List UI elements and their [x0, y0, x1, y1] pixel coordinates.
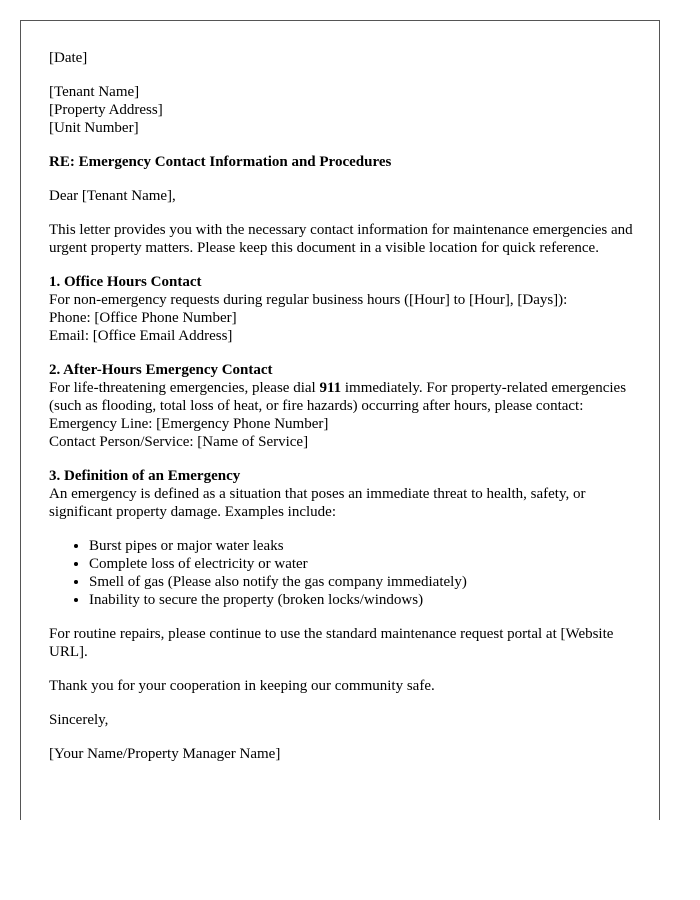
- text-after-number: immediately. For property-related emergencies (such as flooding, total loss of heat, or fire hazards) occurring after hours, please contact:: [49, 380, 627, 414]
- letter-subject: RE: Emergency Contact Information and Procedures: [49, 154, 392, 170]
- section-definition: [49, 467, 633, 609]
- section-text: [49, 379, 633, 415]
- section-heading: 2. After-Hours Emergency Contact: [49, 362, 273, 378]
- office-phone: Phone: [Office Phone Number]: [49, 310, 237, 326]
- letter-body: [49, 49, 633, 779]
- list-item: • Smell of gas (Please also notify the gas company immediately): [89, 573, 633, 591]
- section-heading: 3. Definition of an Emergency: [49, 468, 241, 484]
- letter-salutation: Dear [Tenant Name],: [49, 188, 176, 204]
- examples-list: [49, 537, 633, 609]
- list-item: • Burst pipes or major water leaks: [89, 537, 633, 555]
- section-text: An emergency is defined as a situation that poses an immediate threat to health, safety, or significant property damage. Examples include:: [49, 486, 586, 520]
- list-item: • Inability to secure the property (broken locks/windows): [89, 591, 633, 609]
- recipient-property-address: [Property Address]: [49, 102, 163, 118]
- closing: Sincerely,: [49, 712, 109, 728]
- emergency-contact: Contact Person/Service: [Name of Service]: [49, 434, 309, 450]
- section-after-hours: [49, 361, 633, 451]
- thanks-text: Thank you for your cooperation in keeping our community safe.: [49, 678, 435, 694]
- recipient-block: [49, 83, 633, 137]
- emergency-number: 911: [319, 380, 342, 396]
- routine-repairs-text: For routine repairs, please continue to use the standard maintenance request portal at [Website URL].: [49, 626, 614, 660]
- recipient-tenant-name: [Tenant Name]: [49, 84, 140, 100]
- letter-intro: This letter provides you with the necessary contact information for maintenance emergencies and urgent property matters. Please keep this document in a visible location for quick reference.: [49, 222, 633, 256]
- section-text: For non-emergency requests during regular business hours ([Hour] to [Hour], [Days]):: [49, 292, 568, 308]
- text-before-number: For life-threatening emergencies, please dial: [49, 380, 320, 396]
- section-heading: 1. Office Hours Contact: [49, 274, 202, 290]
- recipient-unit-number: [Unit Number]: [49, 120, 139, 136]
- section-office-hours: [49, 273, 633, 345]
- signature: [Your Name/Property Manager Name]: [49, 746, 281, 762]
- letter-page: [20, 20, 660, 820]
- list-item: • Complete loss of electricity or water: [89, 555, 633, 573]
- office-email: Email: [Office Email Address]: [49, 328, 233, 344]
- letter-date: [Date]: [49, 50, 88, 66]
- emergency-line: Emergency Line: [Emergency Phone Number]: [49, 416, 329, 432]
